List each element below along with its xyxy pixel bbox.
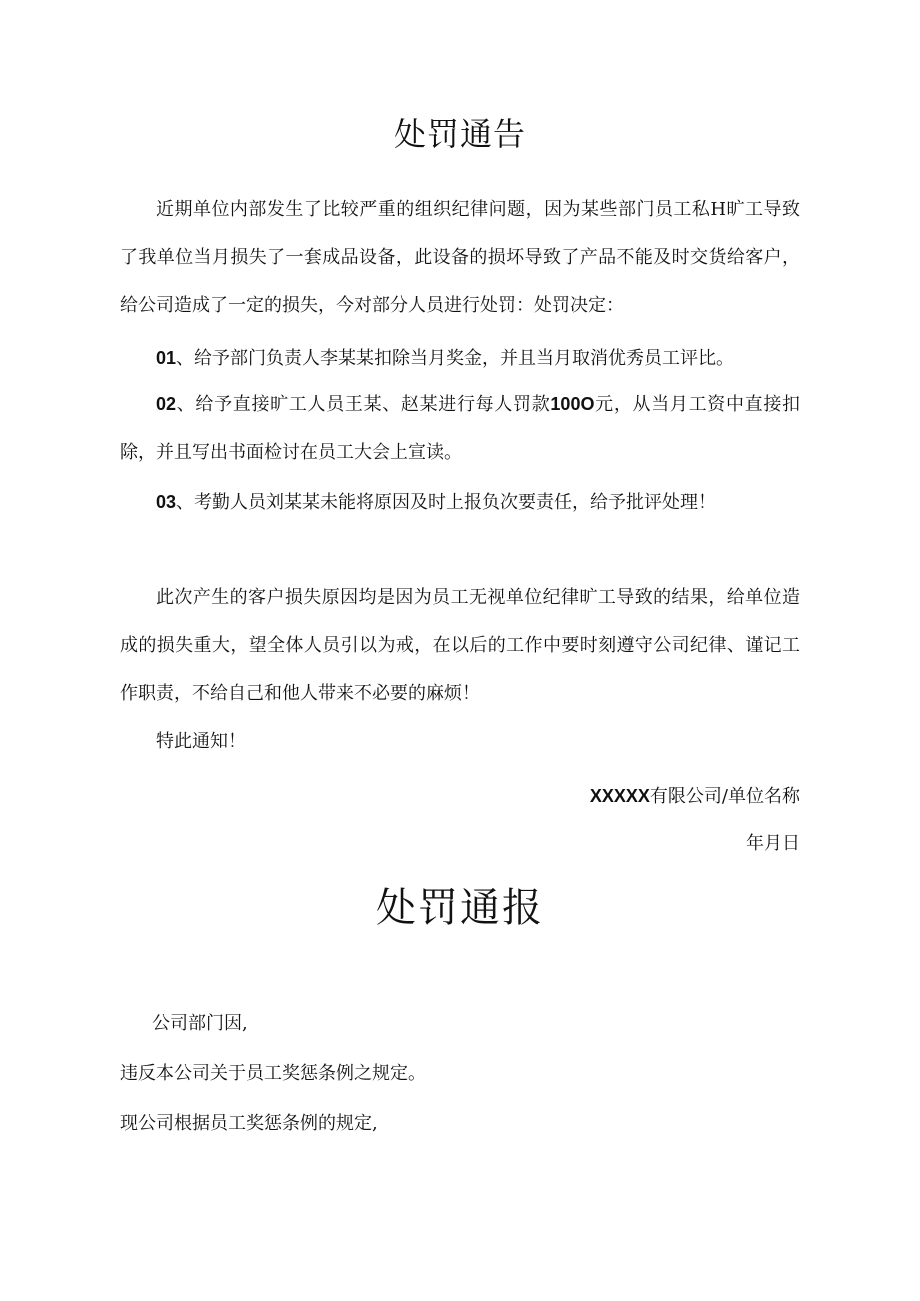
penalty-item-1 <box>120 334 800 383</box>
report-line-2: 违反本公司关于员工奖惩条例之规定。 <box>120 1063 426 1084</box>
signature-company-mark: XXXXX <box>589 786 650 806</box>
signature-company <box>590 772 800 821</box>
penalty-item-2-number: 02 <box>156 394 177 414</box>
penalty-item-1-number: 01 <box>156 348 177 368</box>
report-line-3: 现公司根据员工奖惩条例的规定, <box>120 1113 378 1134</box>
notice-conclusion-paragraph: 此次产生的客户损失原因均是因为员工无视单位纪律旷工导致的结果，给单位造成的损失重大，望全体人员引以为戒，在以后的工作中要时刻遵守公司纪律、谨记工作职责，不给自己和他人带来不必要的麻烦！ <box>120 587 800 704</box>
signature-company-name: 有限公司/单位名称 <box>649 786 800 807</box>
penalty-item-3 <box>120 478 800 527</box>
notice-closing: 特此通知！ <box>156 731 246 752</box>
report-line-1: 公司部门因, <box>152 1013 248 1034</box>
penalty-item-1-text: 、给予部门负责人李某某扣除当月奖金，并且当月取消优秀员工评比。 <box>176 348 735 369</box>
notice-intro-paragraph: 近期单位内部发生了比较严重的组织纪律问题，因为某些部门员工私H旷工导致了我单位当月损失了一套成品设备，此设备的损坏导致了产品不能及时交货给客户，给公司造成了一定的损失，今对部分人员进行处罚：处罚决定： <box>120 199 800 316</box>
penalty-item-3-text: 、考勤人员刘某某未能将原因及时上报负次要责任，给予批评处理！ <box>176 492 717 513</box>
penalty-item-2 <box>120 380 800 477</box>
notice-title: 处罚通告 <box>393 115 526 153</box>
penalty-item-3-number: 03 <box>156 492 177 512</box>
signature-date: 年月日 <box>746 833 800 854</box>
report-title: 处罚通报 <box>376 885 544 931</box>
penalty-item-2-text-before: 、给予直接旷工人员王某、赵某进行每人罚款 <box>176 394 551 415</box>
penalty-item-2-text-after: 元，从当月工资中直接扣除，并且写出书面检讨在员工大会上宣读。 <box>120 394 801 463</box>
penalty-item-2-amount: 100O <box>550 394 595 414</box>
